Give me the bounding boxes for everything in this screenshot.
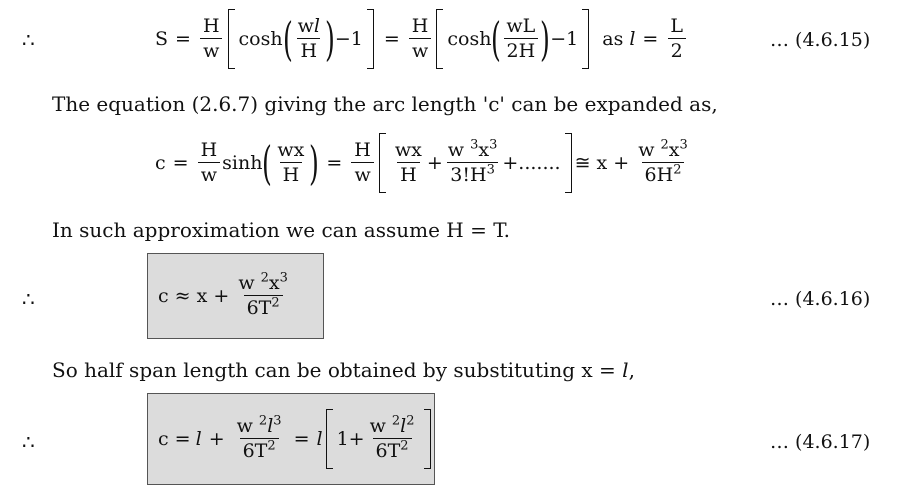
left-paren: ( <box>262 136 273 190</box>
l-variable: l <box>629 27 636 50</box>
equation-number: … (4.6.17) <box>770 431 871 453</box>
paragraph: In such approximation we can assume H = T. <box>52 218 510 242</box>
equation-arc-length-expansion <box>155 132 693 194</box>
eq-lhs: c <box>155 151 166 174</box>
left-bracket <box>436 9 443 69</box>
right-paren: ) <box>324 12 335 66</box>
cosh-function: cosh <box>238 27 283 50</box>
fraction: $\frac{w ^3x^3}{3!H^3}$ <box>447 137 498 186</box>
minus-one: −1 <box>334 27 363 50</box>
equation-4-6-17 <box>158 408 434 470</box>
fraction: $\frac{w ^2l^3}{6T^2}$ <box>236 413 282 462</box>
fraction: $\frac{H}{w}$ <box>200 17 223 61</box>
plus-sign: + <box>426 151 443 174</box>
eq-lhs: S <box>155 27 169 50</box>
l-variable: l <box>195 427 202 450</box>
fraction: $\frac{w ^2x^3}{6H^2}$ <box>638 137 688 186</box>
equals-sign: = <box>326 151 343 174</box>
left-bracket <box>379 133 386 193</box>
right-bracket <box>424 409 431 469</box>
left-bracket <box>326 409 333 469</box>
cosh-function: cosh <box>447 27 492 50</box>
equation-4-6-15 <box>155 8 688 70</box>
sinh-function: sinh <box>222 151 263 174</box>
right-bracket <box>367 9 374 69</box>
paragraph: So half span length can be obtained by substituting x = l, <box>52 358 635 382</box>
minus-one: −1 <box>550 27 579 50</box>
fraction: $\frac{L}{2}$ <box>667 17 686 61</box>
fraction: $\frac{H}{w}$ <box>409 17 432 61</box>
equation-number: … (4.6.15) <box>770 29 871 51</box>
as-text: as <box>602 27 624 50</box>
series-continuation: +....... <box>502 151 561 174</box>
fraction: $\frac{wx}{H}$ <box>394 139 422 186</box>
left-paren: ( <box>491 12 502 66</box>
right-paren: ) <box>309 136 320 190</box>
equation-number: … (4.6.16) <box>770 288 871 310</box>
therefore-symbol: ∴ <box>22 287 35 311</box>
plus-sign: + <box>208 427 225 450</box>
paragraph: The equation (2.6.7) giving the arc length 'c' can be expanded as, <box>52 92 718 116</box>
fraction: $\frac{w ^2l^2}{6T^2}$ <box>369 413 415 462</box>
fraction: $\frac{wl}{H}$ <box>297 15 320 62</box>
eq-lhs: c = <box>158 427 191 450</box>
left-paren: ( <box>282 12 293 66</box>
l-variable: l <box>316 427 323 450</box>
equals-sign: = <box>172 151 189 174</box>
fraction: $\frac{wL}{2H}$ <box>503 17 538 61</box>
eq-lhs: c ≈ x + <box>158 284 230 307</box>
fraction: $\frac{H}{w}$ <box>198 141 221 185</box>
right-bracket <box>582 9 589 69</box>
one-plus: 1+ <box>336 427 365 450</box>
right-bracket <box>565 133 572 193</box>
fraction: $\frac{H}{w}$ <box>351 141 374 185</box>
therefore-symbol: ∴ <box>22 28 35 52</box>
fraction: $\frac{wx}{H}$ <box>277 139 305 186</box>
left-bracket <box>228 9 235 69</box>
equals-sign: = <box>642 27 659 50</box>
right-paren: ) <box>540 12 551 66</box>
equals-sign: = <box>383 27 400 50</box>
equals-sign: = <box>175 27 191 50</box>
approx-sign: ≅ x + <box>574 151 630 174</box>
equals-sign: = <box>293 427 310 450</box>
therefore-symbol: ∴ <box>22 430 35 454</box>
equation-4-6-16 <box>158 265 293 327</box>
fraction: $\frac{w ^2x^3}{6T^2}$ <box>238 270 288 319</box>
